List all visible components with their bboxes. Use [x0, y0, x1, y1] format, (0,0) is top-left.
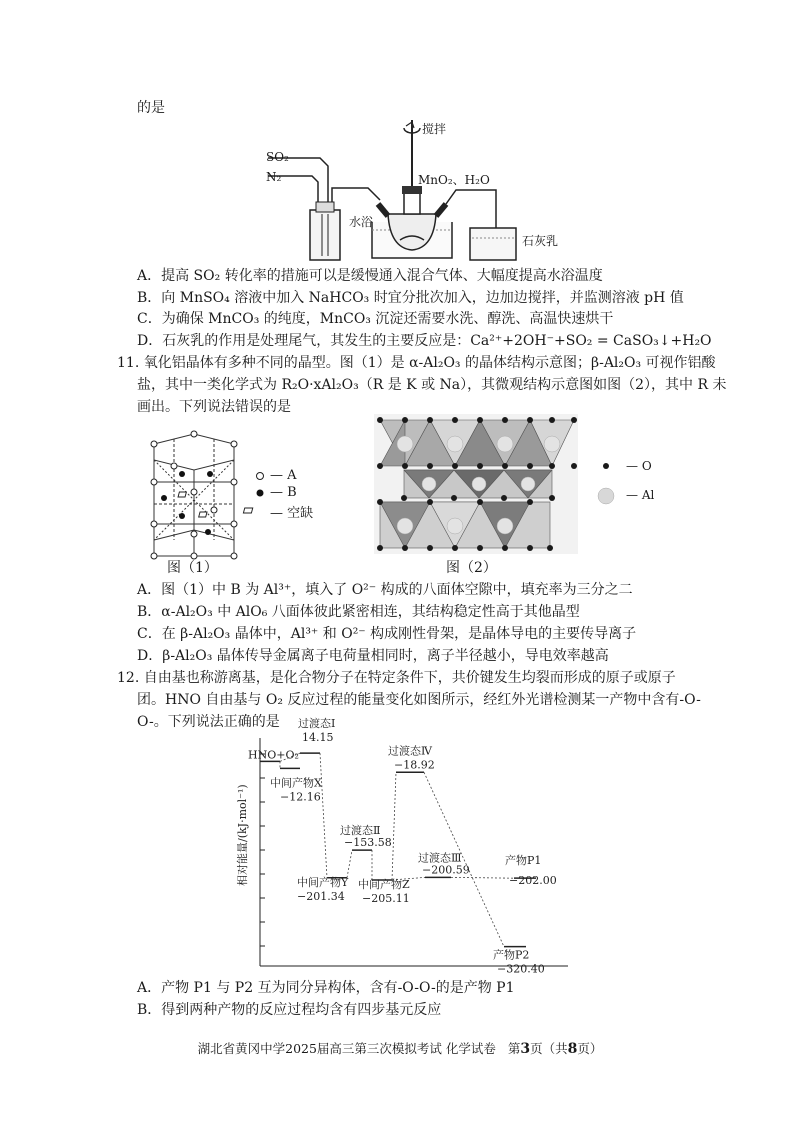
fig2-caption: 图（2） — [446, 560, 497, 576]
q11-option-d: D．β-Al₂O₃ 晶体传导金属离子电荷量相同时，离子半径越小，导电效率越高 — [137, 648, 609, 664]
footer-page-number: 3 — [520, 1041, 531, 1057]
state-label: 中间产物Y — [297, 875, 349, 889]
q10-option-a: A．提高 SO₂ 转化率的措施可以是缓慢通入混合气体、大幅度提高水浴温度 — [137, 268, 603, 284]
state-label: 产物P1 — [505, 854, 542, 868]
q12-stem-line3: O-。下列说法正确的是 — [137, 714, 280, 730]
fig2-legend-al: — Al — [626, 488, 655, 502]
question-stem-tail: 的是 — [137, 100, 165, 116]
q11-option-b: B．α-Al₂O₃ 中 AlO₆ 八面体彼此紧密相连，其结构稳定性高于其他晶型 — [137, 604, 580, 620]
energy-value-label: −18.92 — [394, 758, 435, 772]
q10-option-c: C．为确保 MnCO₃ 的纯度，MnCO₃ 沉淀还需要水洗、醇洗、高温快速烘干 — [137, 311, 614, 327]
footer-page-suffix: 页） — [577, 1041, 603, 1056]
energy-value-label: 14.15 — [302, 731, 334, 745]
energy-value-label: −201.34 — [297, 889, 345, 903]
beta-al2o3-structure — [374, 414, 578, 554]
energy-value-label: −320.40 — [497, 962, 545, 976]
fig1-legend-vacancy: — 空缺 — [270, 506, 314, 521]
n2-label: N₂ — [266, 170, 282, 184]
footer-page-mid: 页（共 — [530, 1041, 568, 1056]
q12-stem-line2: 团。HNO 自由基与 O₂ 反应过程的能量变化如图所示，经红外光谱检测某一产物中含有-O- — [137, 692, 701, 708]
footer-page-total: 8 — [567, 1041, 578, 1057]
page-footer — [0, 1040, 800, 1058]
reaction-path — [347, 850, 352, 878]
q10-option-d: D．石灰乳的作用是处理尾气，其发生的主要反应是：Ca²⁺+2OH⁻+SO₂ = CaSO₃↓+H₂O — [137, 333, 712, 349]
footer-school: 湖北省黄冈中学2025届高三第三次模拟考试 化学试卷 — [197, 1041, 496, 1056]
q12-option-a: A．产物 P1 与 P2 互为同分异构体，含有-O-O-的是产物 P1 — [137, 980, 515, 996]
energy-value-label: −200.59 — [422, 863, 470, 877]
fig1-legend-a: — A — [270, 468, 297, 483]
q10-option-b: B．向 MnSO₄ 溶液中加入 NaHCO₃ 时宜分批次加入，边加边搅拌，并监测溶液 pH 值 — [137, 290, 684, 306]
state-label: 中间产物Z — [358, 877, 410, 891]
q12-stem-line1: 12. 自由基也称游离基，是化合物分子在特定条件下，共价键发生均裂而形成的原子或原子 — [117, 670, 676, 686]
state-label: 中间产物X — [270, 776, 322, 790]
reagent-label: MnO₂、H₂O — [418, 173, 490, 187]
state-label: 产物P2 — [493, 948, 530, 962]
state-label: 过渡态Ⅳ — [388, 744, 432, 758]
q12-option-b: B．得到两种产物的反应过程均含有四步基元反应 — [137, 1002, 442, 1018]
reaction-path — [392, 772, 396, 880]
state-label: 过渡态Ⅲ — [418, 851, 462, 865]
bath-label: 水浴 — [349, 215, 374, 229]
fig2-legend-o: — O — [626, 459, 652, 473]
limewater-label: 石灰乳 — [522, 234, 559, 248]
q11-stem-line1: 11. 氧化铝晶体有多种不同的晶型。图（1）是 α-Al₂O₃ 的晶体结构示意图；β-Al₂O₃ 可视作铝酸 — [117, 355, 716, 371]
stir-label: 搅拌 — [422, 122, 447, 136]
energy-value-label: −153.58 — [344, 836, 392, 850]
state-label: HNO+O₂ — [248, 748, 299, 762]
state-label: 过渡态Ⅰ — [298, 717, 336, 731]
reaction-path — [320, 753, 327, 878]
footer-page-prefix: 第 — [507, 1041, 521, 1056]
fig1-caption: 图（1） — [167, 560, 218, 576]
q11-stem-line2: 盐，其中一类化学式为 R₂O·xAl₂O₃（R 是 K 或 Na），其微观结构示意图如图（2），其中 R 未 — [137, 377, 727, 393]
alpha-al2o3-structure — [134, 430, 254, 560]
fig2-legend-symbols — [596, 456, 620, 512]
energy-value-label: −12.16 — [280, 790, 321, 804]
energy-profile-chart — [230, 717, 580, 976]
q11-option-c: C．在 β-Al₂O₃ 晶体中，Al³⁺ 和 O²⁻ 构成刚性骨架，是晶体导电的主要传导离子 — [137, 626, 637, 642]
energy-value-label: −205.11 — [362, 891, 410, 905]
reaction-path — [451, 877, 514, 878]
state-label: 过渡态Ⅱ — [340, 824, 381, 838]
y-axis-label: 相对能量/(kJ·mol⁻¹) — [236, 784, 249, 886]
so2-label: SO₂ — [266, 150, 289, 164]
q11-stem-line3: 画出。下列说法错误的是 — [137, 399, 291, 415]
q11-option-a: A．图（1）中 B 为 Al³⁺，填入了 O²⁻ 构成的八面体空隙中，填充率为三分之二 — [137, 582, 633, 598]
energy-value-label: −202.00 — [509, 874, 557, 888]
fig1-legend-b: — B — [270, 485, 297, 500]
